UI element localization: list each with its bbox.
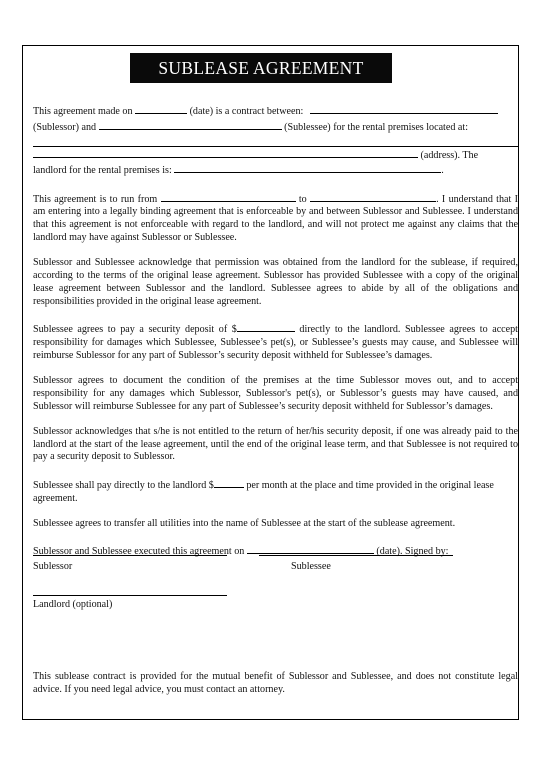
executed-paragraph <box>33 543 518 559</box>
sublessee-name-blank[interactable] <box>99 119 282 130</box>
condition-paragraph: Sublessor agrees to document the condition of the premises at the time Sublessor moves out, and to accept responsibility for any damages which Sublessor, Sublessor's pet(s), or Sublessor’s guests may have caused, and Sublessor will reimburse Sublessee for any part of Sublessee’s security deposit withheld for Sublessor’s damages. <box>33 374 518 412</box>
intro-line-1 <box>33 103 518 119</box>
term-understand-text: . I understand that I <box>436 193 518 205</box>
intro-line-4 <box>33 147 518 163</box>
premises-address-blank-2[interactable] <box>33 147 418 158</box>
deposit-paragraph <box>33 321 518 362</box>
executed-rest-text: (date). Signed by: <box>376 546 449 558</box>
sublessor-and-text: (Sublessor) and <box>33 121 97 133</box>
term-paragraph <box>33 191 518 245</box>
sublessor-name-blank[interactable] <box>310 103 498 114</box>
document-title: SUBLEASE AGREEMENT <box>130 53 392 83</box>
premises-address-blank-1[interactable] <box>33 135 518 147</box>
sublessee-premises-text: (Sublessee) for the rental premises located at: <box>284 121 469 133</box>
term-start-blank[interactable] <box>161 191 296 202</box>
payment-start-text: Sublessee shall pay directly to the landlord $ <box>33 479 214 491</box>
agreement-body <box>33 103 518 559</box>
payment-rest-text: per month at the place and time provided in the original lease agreement. <box>33 479 494 504</box>
term-run-from-text: This agreement is to run from <box>33 193 158 205</box>
intro-date-contract-text: (date) is a contract between: <box>189 106 304 117</box>
intro-line-2 <box>33 119 518 135</box>
landlord-name-blank[interactable] <box>174 162 441 173</box>
disclaimer-footer: This sublease contract is provided for the mutual benefit of Sublessor and Sublessee, and does not constitute legal advice. If you need legal advice, you must contact an attorney. <box>33 671 518 695</box>
permission-paragraph: Sublessor and Sublessee acknowledge that permission was obtained from the landlord for the sublease, if required, according to the terms of the original lease agreement. Sublessor has provided Sublessee with a copy of the original lease agreement between Sublessor and the landlord. Sublessee agrees to abide by all of the obligations and responsibilities provided in the original lease agreement. <box>33 257 518 307</box>
intro-made-on-text: This agreement made on <box>33 106 133 117</box>
deposit-amount-blank[interactable] <box>237 321 295 332</box>
term-to-text: to <box>298 193 307 205</box>
utilities-paragraph: Sublessee agrees to transfer all utilities into the name of Sublessee at the start of the sublease agreement. <box>33 517 456 529</box>
deposit-start-text: Sublessee agrees to pay a security deposit of $ <box>33 324 237 336</box>
landlord-signature-line[interactable] <box>33 595 227 596</box>
execution-date-blank[interactable] <box>247 543 374 554</box>
sublessor-signature-label: Sublessor <box>33 561 73 572</box>
term-end-blank[interactable] <box>310 191 436 202</box>
deposit-rest-text: directly to the landlord. Sublessee agrees to accept responsibility for damages which Sublessee, Sublessee’s pet(s), or Sublessee’s guests may cause, and Sublessee will reimburse Sublessor for any part of Sublessor’s security deposit withheld for Sublessee’s damages. <box>33 324 518 361</box>
sublessee-signature-line[interactable] <box>259 555 453 556</box>
address-text: (address). The <box>420 149 479 161</box>
sublessee-signature-label: Sublessee <box>291 561 331 572</box>
term-rest-text: am entering into a legally binding agreement that is enforceable by and between Sublessor and Sublessee. I understand that this agreement is not enforceable with regard to the landlord, and will not protect me against any claims that the landlord may have against Sublessor or Sublessee. <box>33 206 518 244</box>
landlord-is-text: landlord for the rental premises is: <box>33 165 172 177</box>
period-text: . <box>441 165 444 177</box>
monthly-rent-blank[interactable] <box>214 477 244 488</box>
executed-start-text: Sublessor and Sublessee executed this agreement on <box>33 546 245 558</box>
payment-paragraph <box>33 477 518 506</box>
landlord-signature-label: Landlord (optional) <box>33 599 113 610</box>
sublessor-signature-line[interactable] <box>33 555 227 556</box>
intro-line-5 <box>33 162 518 178</box>
acknowledge-paragraph: Sublessor acknowledges that s/he is not entitled to the return of her/his security deposit, if one was already paid to the landlord at the start of the lease agreement, until the end of the original lease term, and that Sublessee is not required to pay a security deposit to Sublessor. <box>33 425 518 463</box>
agreement-date-blank[interactable] <box>135 103 187 114</box>
